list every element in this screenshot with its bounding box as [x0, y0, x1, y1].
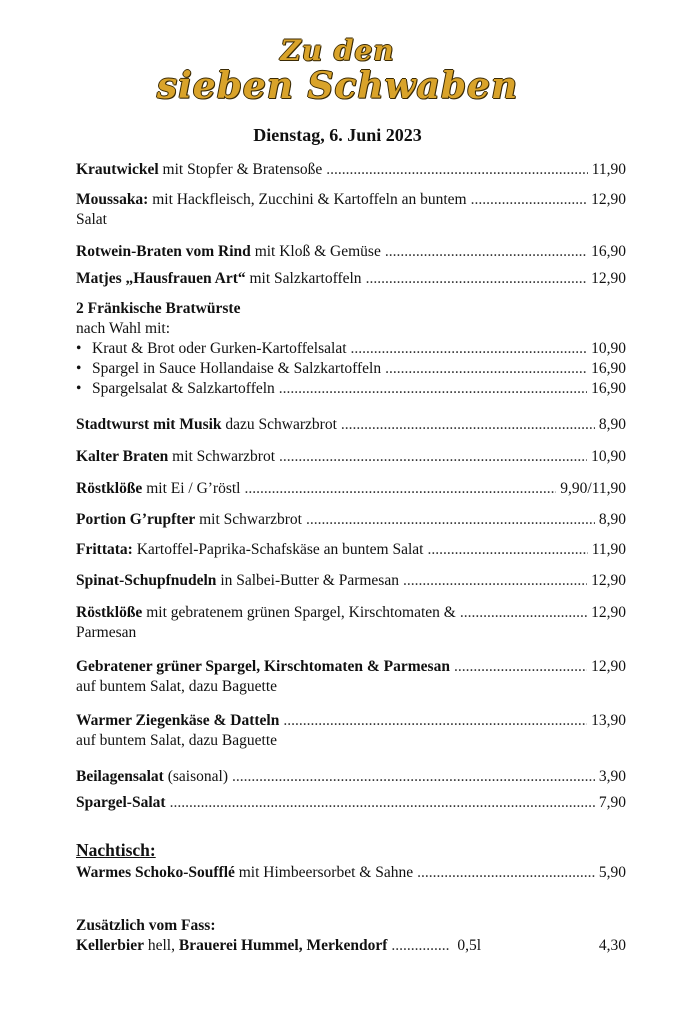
option-price: 16,90 — [591, 360, 626, 377]
menu-item — [76, 657, 626, 697]
dessert-heading: Nachtisch: — [76, 840, 156, 860]
dish-price: 12,90 — [591, 270, 626, 287]
menu-item — [76, 603, 626, 643]
menu-item — [76, 793, 626, 813]
bratwurst-option: • Kraut & Brot oder Gurken-Kartoffelsalat ..... 10,90 — [76, 339, 626, 359]
dish-name: Moussaka: — [76, 191, 149, 208]
menu-item — [76, 711, 626, 751]
dish-desc: Kartoffel-Paprika-Schafskäse an buntem Salat — [132, 541, 424, 558]
beer-name: Kellerbier — [76, 937, 144, 954]
dish-name: Spargel-Salat — [76, 794, 166, 811]
dish-name: Stadtwurst mit Musik — [76, 416, 222, 433]
menu-item — [76, 863, 626, 883]
dish-desc: mit Ei / G’röstl — [142, 480, 241, 497]
dish-desc: mit Schwarzbrot — [195, 511, 302, 528]
bratwurst-section — [76, 299, 626, 399]
dish-desc: dazu Schwarzbrot — [221, 416, 337, 433]
dish-name: Beilagensalat — [76, 768, 164, 785]
dish-price: 13,90 — [591, 712, 626, 729]
dish-desc-cont: Parmesan — [76, 624, 137, 641]
menu-item — [76, 571, 626, 591]
beer-price: 4,30 — [598, 937, 626, 954]
dish-price: 11,90 — [591, 541, 626, 558]
dish-price: 12,90 — [591, 604, 626, 621]
option-price: 10,90 — [591, 340, 626, 357]
menu-item — [76, 767, 626, 787]
dish-name: 2 Fränkische Bratwürste — [76, 300, 241, 317]
dish-desc: mit gebratenem grünen Spargel, Kirschtomaten & — [142, 604, 456, 621]
menu-date: Dienstag, 6. Juni 2023 — [253, 125, 422, 145]
bratwurst-subtitle: nach Wahl mit: — [76, 320, 171, 337]
dish-desc: (saisonal) — [163, 768, 228, 785]
bratwurst-option: • Spargelsalat & Salzkartoffeln ..... 16,90 — [76, 379, 626, 399]
logo-line-2: sieben Schwaben — [156, 65, 519, 107]
logo-line-1: Zu den — [280, 34, 395, 67]
dish-desc-cont: auf buntem Salat, dazu Baguette — [76, 678, 278, 695]
dish-price: 12,90 — [591, 191, 626, 208]
dish-desc: mit Stopfer & Bratensoße — [158, 161, 323, 178]
dish-price: 16,90 — [591, 243, 626, 260]
fass-section: Zusätzlich vom Fass: Kellerbier hell, Brauerei Hummel, Merkendorf ..... 0,5l 4,30 — [76, 916, 626, 956]
dish-name: Matjes „Hausfrauen Art“ — [76, 270, 246, 287]
dish-desc: mit Himbeersorbet & Sahne — [234, 864, 414, 881]
brewery-name: Brauerei Hummel, Merkendorf — [178, 937, 388, 954]
dish-desc-cont: auf buntem Salat, dazu Baguette — [76, 732, 278, 749]
dish-desc-cont: Salat — [76, 211, 107, 228]
dish-name: Frittata: — [76, 541, 133, 558]
dish-name: Rotwein-Braten vom Rind — [76, 243, 251, 260]
dish-name: Krautwickel — [76, 161, 159, 178]
menu-item — [76, 160, 626, 180]
dish-name: Röstklöße — [76, 480, 143, 497]
dish-name: Röstklöße — [76, 604, 143, 621]
dish-desc: mit Hackfleisch, Zucchini & Kartoffeln an buntem — [148, 191, 467, 208]
dish-name: Gebratener grüner Spargel, Kirschtomaten & Parmesan — [76, 658, 450, 675]
dish-price: 12,90 — [591, 658, 626, 675]
dish-price: 12,90 — [591, 572, 626, 589]
menu-item — [76, 447, 626, 467]
menu-item — [76, 242, 626, 262]
bratwurst-option: • Spargel in Sauce Hollandaise & Salzkartoffeln ..... 16,90 — [76, 359, 626, 379]
dish-price: 5,90 — [598, 864, 626, 881]
dish-price: 11,90 — [591, 161, 626, 178]
dish-price: 8,90 — [598, 416, 626, 433]
dish-name: Spinat-Schupfnudeln — [76, 572, 217, 589]
menu-item — [76, 479, 626, 499]
dish-price: 7,90 — [598, 794, 626, 811]
dish-name: Warmes Schoko-Soufflé — [76, 864, 235, 881]
dish-desc: mit Salzkartoffeln — [245, 270, 362, 287]
menu-item — [76, 269, 626, 289]
menu-item — [76, 510, 626, 530]
dish-desc: mit Schwarzbrot — [168, 448, 276, 465]
dish-name: Kalter Braten — [76, 448, 169, 465]
option-price: 16,90 — [591, 380, 626, 397]
dish-name: Portion G’rupfter — [76, 511, 196, 528]
dish-price: 8,90 — [598, 511, 626, 528]
dish-desc: in Salbei-Butter & Parmesan — [216, 572, 399, 589]
dish-price: 9,90/11,90 — [560, 480, 626, 497]
restaurant-logo — [0, 36, 675, 106]
dish-price: 10,90 — [591, 448, 626, 465]
fass-heading: Zusätzlich vom Fass: — [76, 917, 216, 934]
dish-price: 3,90 — [598, 768, 626, 785]
beer-volume: 0,5l — [457, 937, 482, 954]
menu-item — [76, 190, 626, 230]
dish-desc: mit Kloß & Gemüse — [250, 243, 381, 260]
menu-item — [76, 415, 626, 435]
dish-name: Warmer Ziegenkäse & Datteln — [76, 712, 280, 729]
menu-item — [76, 540, 626, 560]
